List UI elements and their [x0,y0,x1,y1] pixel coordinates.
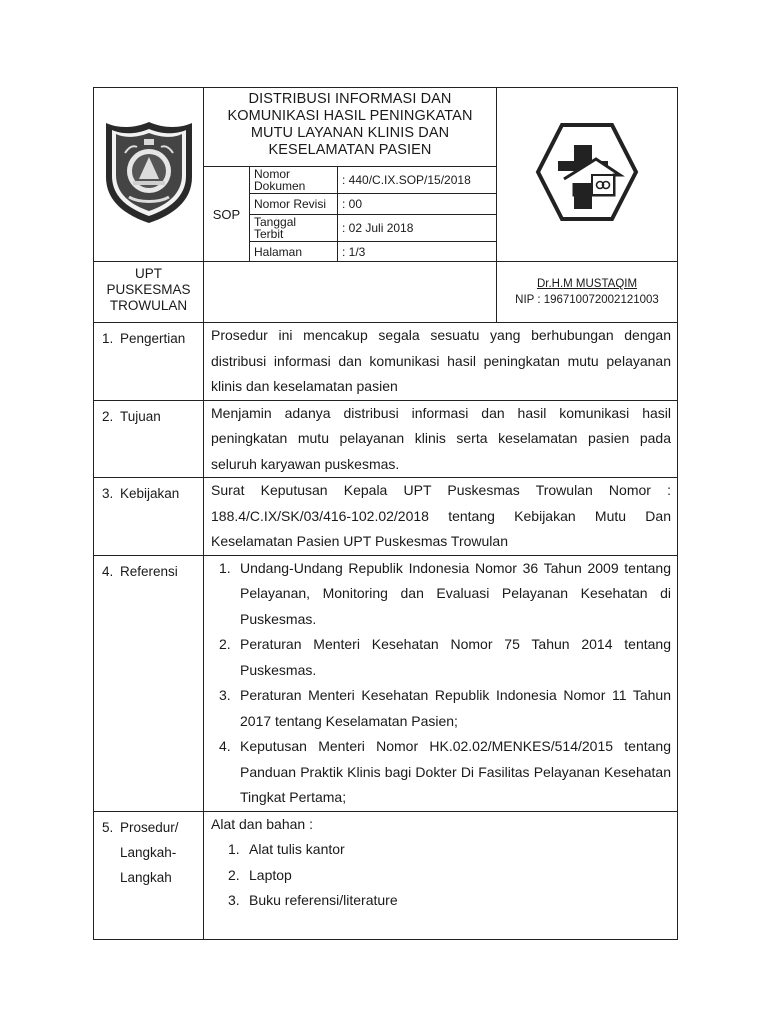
list-item [211,837,671,863]
meta-key-line: Nomor Revisi [254,197,327,211]
materials-intro: Alat dan bahan : [211,815,313,832]
section-label: Referensi [120,563,178,579]
right-logo-cell [497,88,678,262]
section-label: Prosedur/ [120,819,179,835]
section-label: Pengertian [120,331,186,346]
list-number: 2. [228,866,240,883]
section-content-prosedur [204,811,678,939]
list-item [211,888,671,914]
section-number: 4. [102,563,114,579]
list-item [211,556,671,633]
list-number: 3. [228,892,240,908]
list-text: Laptop [249,866,292,883]
meta-key-line: Dokumen [254,179,306,193]
sop-table [93,87,678,940]
section-content-pengertian: Prosedur ini mencakup segala sesuatu yang berhubungan dengan distribusi informasi dan komunikasi hasil peningkatan mutu pelayanan klinis dan keselamatan pasien [204,323,678,401]
list-number: 1. [219,559,231,576]
materials-list [211,837,671,914]
section-number: 3. [102,486,114,501]
meta-key-line: Terbit [254,227,284,241]
list-item [211,683,671,734]
org-line: TROWULAN [109,298,188,313]
section-number: 2. [102,408,114,424]
meta-value-halaman: : 1/3 [338,242,497,262]
title-line: KESELAMATAN PASIEN [268,142,432,158]
meta-key-halaman [250,242,338,262]
document-title [204,88,497,167]
sop-label: SOP [204,167,250,262]
signature-block [497,262,678,323]
org-line: UPT [135,266,162,281]
title-line: MUTU LAYANAN KLINIS DAN [250,125,450,141]
section-label: Kebijakan [120,486,180,501]
meta-key-line: Nomor [254,167,291,181]
meta-key-nomor-dokumen [250,167,338,194]
sop-document [93,87,677,940]
section-content-referensi [204,555,678,811]
list-item [211,863,671,889]
org-line: PUSKESMAS [106,282,191,297]
title-line: KOMUNIKASI HASIL PENINGKATAN [227,108,473,124]
puskesmas-cross-logo-icon [534,121,640,223]
blank-cell [204,262,497,323]
left-logo-cell [94,88,204,262]
meta-key-line: Halaman [254,244,303,259]
section-number: 5. [102,819,114,835]
list-text: Keputusan Menteri Nomor HK.02.02/MENKES/514/2015 tentang Panduan Praktik Klinis bagi Dokter Di Fasilitas Pelayanan Kesehatan Tingkat Pertama; [240,738,671,805]
list-text: Undang-Undang Republik Indonesia Nomor 36 Tahun 2009 tentang Pelayanan, Monitoring dan Evaluasi Pelayanan Kesehatan di Puskesmas. [240,559,671,627]
section-content-tujuan: Menjamin adanya distribusi informasi dan hasil komunikasi hasil peningkatan mutu pelayanan klinis serta keselamatan pasien pada seluruh karyawan puskesmas. [204,400,678,478]
list-item [211,632,671,683]
section-label-prosedur [94,811,204,939]
section-label-tujuan [94,400,204,478]
list-number: 4. [219,738,231,754]
list-number: 1. [228,841,240,857]
reference-list [211,556,671,811]
list-text: Alat tulis kantor [249,841,345,857]
list-text: Peraturan Menteri Kesehatan Nomor 75 Tahun 2014 tentang Puskesmas. [240,636,671,678]
section-label: Langkah [120,869,172,885]
meta-key-nomor-revisi [250,194,338,215]
org-name [94,262,204,323]
list-text: Peraturan Menteri Kesehatan Republik Indonesia Nomor 11 Tahun 2017 tentang Keselamatan Pasien; [240,687,671,729]
title-line: DISTRIBUSI INFORMASI DAN [248,91,452,107]
section-content-kebijakan: Surat Keputusan Kepala UPT Puskesmas Trowulan Nomor : 188.4/C.IX/SK/03/416-102.02/2018 tentang Kebijakan Mutu Dan Keselamatan Pasien UPT Puskesmas Trowulan [204,478,678,556]
list-item [211,734,671,811]
meta-value-nomor-revisi: : 00 [338,194,497,215]
meta-value-nomor-dokumen: : 440/C.IX.SOP/15/2018 [338,167,497,194]
signatory-nip: NIP : 196710072002121003 [515,294,659,306]
list-text: Buku referensi/literature [249,892,398,908]
signatory-name: Dr.H.M MUSTAQIM [536,278,638,290]
section-label-kebijakan [94,478,204,556]
regional-crest-icon [103,119,195,225]
list-number: 2. [219,636,231,652]
list-number: 3. [219,687,231,703]
meta-key-tanggal-terbit [250,215,338,242]
meta-value-tanggal-terbit: : 02 Juli 2018 [338,215,497,242]
section-label: Tujuan [120,408,161,424]
section-label-pengertian [94,323,204,401]
section-label: Langkah- [120,844,177,860]
meta-key-line: Tanggal [254,215,297,229]
section-label-referensi [94,555,204,811]
section-number: 1. [102,331,114,346]
